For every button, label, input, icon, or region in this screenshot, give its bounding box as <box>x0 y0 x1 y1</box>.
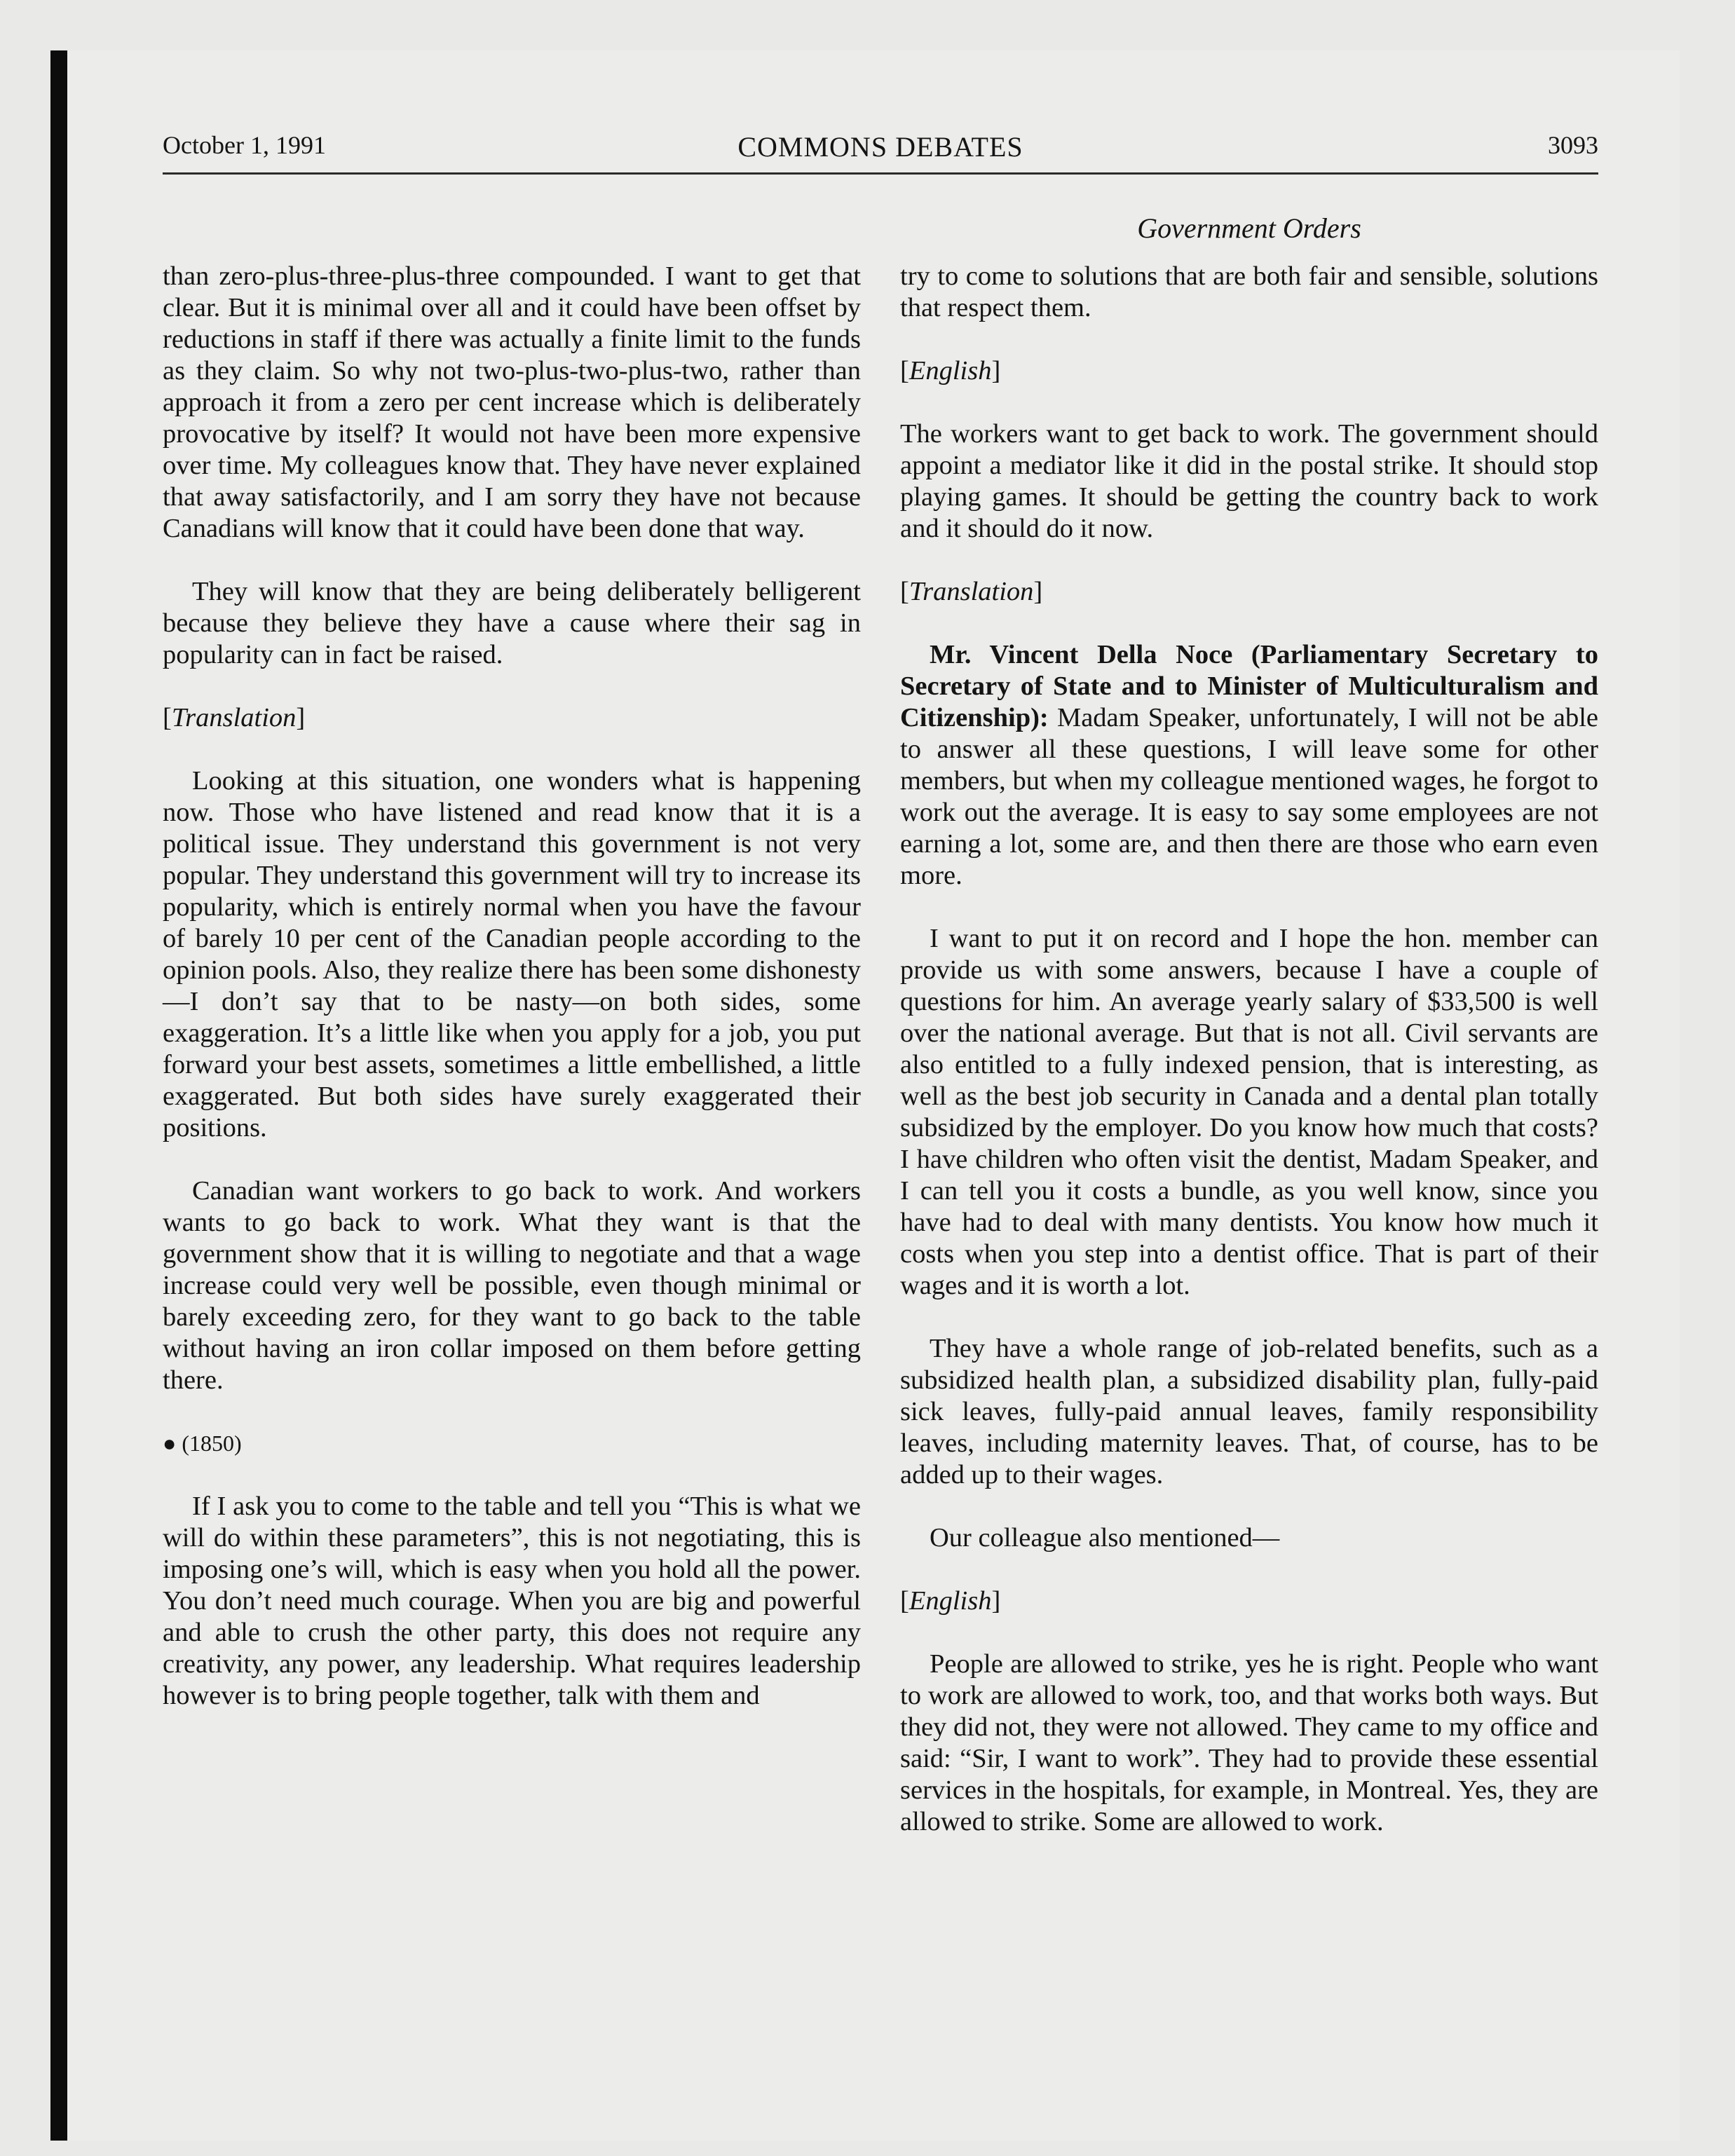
right-column <box>900 261 1598 1869</box>
paragraph: They will know that they are being deliberately belligerent because they believe they have a cause where their sag in popularity can in fact be raised. <box>163 577 861 669</box>
header-page-number: 3093 <box>1548 131 1598 159</box>
language-marker-label: English <box>909 356 992 386</box>
speech-paragraph <box>900 639 1598 892</box>
language-marker: [Translation] <box>900 577 1043 606</box>
timestamp <box>163 1428 861 1459</box>
language-marker: [English] <box>900 1586 1001 1616</box>
language-marker-label: Translation <box>909 577 1034 606</box>
paragraph: Canadian want workers to go back to work. And workers wants to go back to work. What they want is that the government show that it is willing to negotiate and that a wage increase could very well be possible, even though minimal or barely exceeding zero, for they want to go back to the table without having an iron collar imposed on them before getting there. <box>163 1176 861 1395</box>
paragraph: than zero-plus-three-plus-three compounded. I want to get that clear. But it is minimal over all and it could have been offset by reductions in staff if there was actually a finite limit to the funds as they claim. So why not two-plus-two-plus-two, rather than approach it from a zero per cent increase which is deliberately provocative by itself? It would not have been more expensive over time. My colleagues know that. They have never explained that away satisfactorily, and I am sorry they have not because Canadians will know that it could have been done that way. <box>163 261 861 543</box>
language-marker-label: Translation <box>171 703 297 732</box>
left-column <box>163 261 861 1743</box>
paragraph: Our colleague also mentioned— <box>930 1523 1280 1553</box>
header-date: October 1, 1991 <box>163 131 326 159</box>
paragraph: The workers want to get back to work. The government should appoint a mediator like it did in the postal strike. It should stop playing games. It should be getting the country back to work and it should do it now. <box>900 419 1598 543</box>
paragraph: They have a whole range of job-related benefits, such as a subsidized health plan, a subsidized disability plan, fully-paid sick leaves, fully-paid annual leaves, family responsibility leaves, including maternity leaves. That, of course, has to be added up to their wages. <box>900 1334 1598 1489</box>
header-rule <box>163 172 1598 175</box>
language-marker-label: English <box>909 1586 992 1616</box>
paragraph: People are allowed to strike, yes he is right. People who want to work are allowed to work, too, and that works both ways. But they did not, they were not allowed. They came to my office and said: “Sir, I want to work”. They had to provide these essential services in the hospitals, for example, in Montreal. Yes, they are allowed to strike. Some are allowed to work. <box>900 1649 1598 1836</box>
speaker-name: Mr. Vincent Della Noce (Parliamentary Secretary to Secretary of State and to Minister of Multiculturalism and Citizenship): <box>900 640 1598 732</box>
paragraph: try to come to solutions that are both fair and sensible, solutions that respect them. <box>900 261 1598 322</box>
speech-text: Madam Speaker, unfortunately, I will not be able to answer all these questions, I will leave some for other members, but when my colleague mentioned wages, he forgot to work out the average. It is easy to say some employees are not earning a lot, some are, and then there are those who earn even more. <box>900 703 1599 890</box>
paragraph: If I ask you to come to the table and tell you “This is what we will do within these parameters”, this is not negotiating, this is imposing one’s will, which is easy when you hold all the power. You don’t need much courage. When you are big and powerful and able to crush the other party, this does not require any creativity, any power, any leadership. What requires leadership however is to bring people together, talk with them and <box>163 1492 861 1710</box>
language-marker: [English] <box>900 356 1001 386</box>
paragraph: Looking at this situation, one wonders what is happening now. Those who have listened and read know that it is a political issue. They understand this government is not very popular. They understand this government will try to increase its popularity, which is entirely normal when you have the favour of barely 10 per cent of the Canadian people according to the opinion pools. Also, they realize there has been some dishonesty—I don’t say that to be nasty—on both sides, some exaggeration. It’s a little like when you apply for a job, you put forward your best assets, sometimes a little embellished, a little exaggerated. But both sides have surely exaggerated their positions. <box>163 766 861 1142</box>
timestamp-label: (1850) <box>182 1431 242 1456</box>
page-header <box>163 130 1598 174</box>
paragraph: I want to put it on record and I hope the hon. member can provide us with some answers, because I have a couple of questions for him. An average yearly salary of $33,500 is well over the national average. But that is not all. Civil servants are also entitled to a fully indexed pension, that is interesting, as well as the best job security in Canada and a dental plan totally subsidized by the employer. Do you know how much that costs? I have children who often visit the dentist, Madam Speaker, and I can tell you it costs a bundle, as you well know, since you have had to deal with many dentists. You know how much it costs when you step into a dentist office. That is part of their wages and it is worth a lot. <box>900 924 1598 1300</box>
scan-edge <box>50 50 67 2141</box>
section-title: Government Orders <box>1137 212 1361 244</box>
bullet-icon: ● <box>163 1431 177 1456</box>
header-title: COMMONS DEBATES <box>737 131 1023 163</box>
language-marker: [Translation] <box>163 703 306 732</box>
